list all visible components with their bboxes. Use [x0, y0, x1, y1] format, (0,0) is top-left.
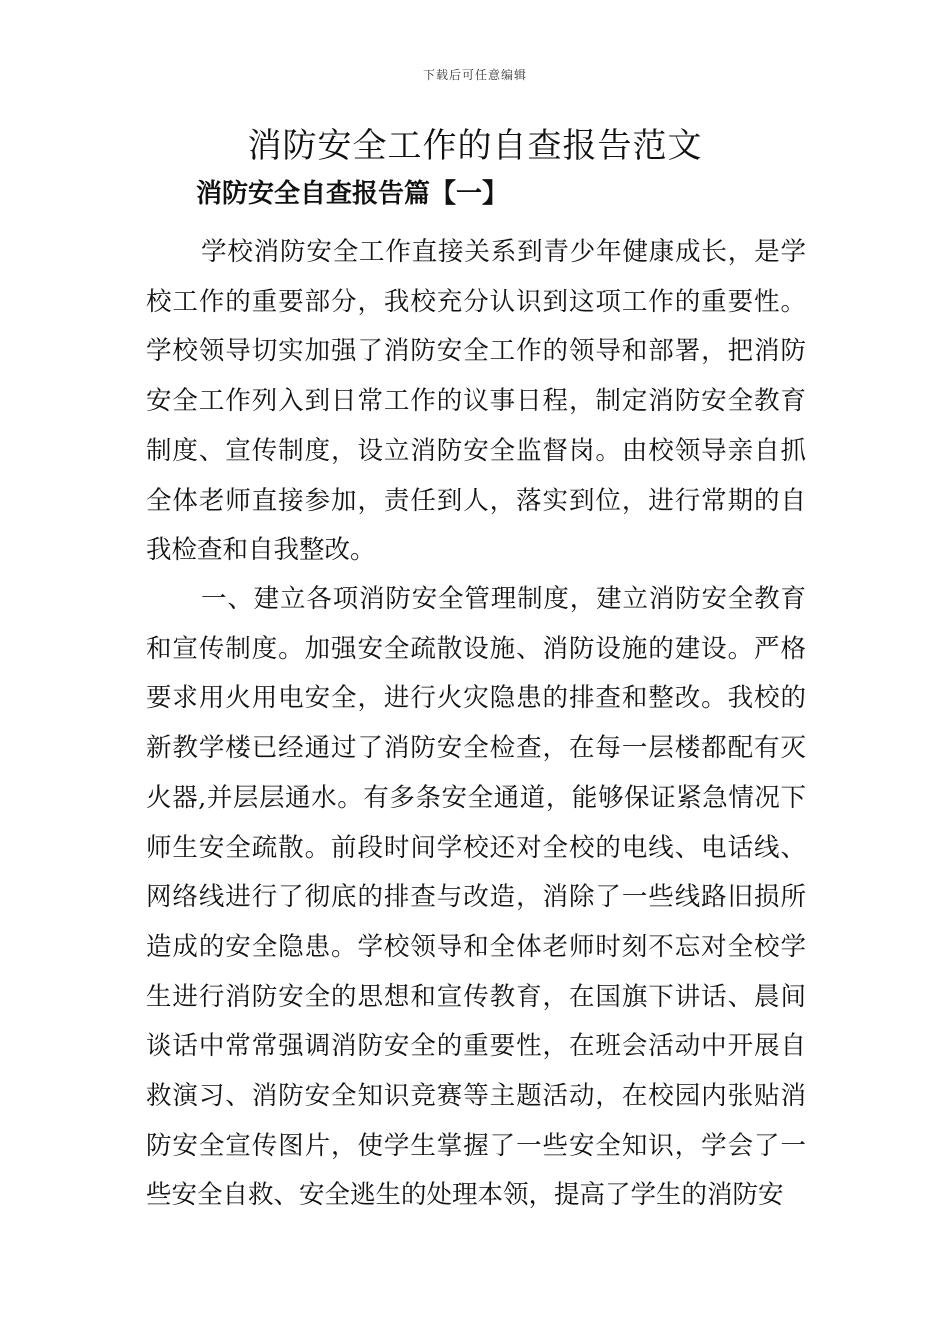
body-paragraph-1: 学校消防安全工作直接关系到青少年健康成长，是学校工作的重要部分，我校充分认识到这项工作的重要性。学校领导切实加强了消防安全工作的领导和部署，把消防安全工作列入到日常工作的议事日程，制定消防安全教育制度、宣传制度，设立消防安全监督岗。由校领导亲自抓全体老师直接参加，责任到人，落实到位，进行常期的自我检查和自我整改。: [146, 237, 806, 566]
document-title: 消防安全工作的自查报告范文: [247, 126, 703, 166]
section-heading: 消防安全自查报告篇【一】: [196, 179, 509, 209]
header-note: 下载后可任意编辑: [422, 68, 527, 82]
body-paragraph-2: 一、建立各项消防安全管理制度，建立消防安全教育和宣传制度。加强安全疏散设施、消防设施的建设。严格要求用火用电安全，进行火灾隐患的排查和整改。我校的新教学楼已经通过了消防安全检查，在每一层楼都配有灭火器,并层层通水。有多条安全通道，能够保证紧急情况下师生安全疏散。前段时间学校还对全校的电线、电话线、网络线进行了彻底的排查与改造，消除了一些线路旧损所造成的安全隐患。学校领导和全体老师时刻不忘对全校学生进行消防安全的思想和宣传教育，在国旗下讲话、晨间谈话中常常强调消防安全的重要性，在班会活动中开展自救演习、消防安全知识竞赛等主题活动，在校园内张贴消防安全宣传图片，使学生掌握了一些安全知识，学会了一些安全自救、安全逃生的处理本领，提高了学生的消防安: [146, 584, 806, 1211]
